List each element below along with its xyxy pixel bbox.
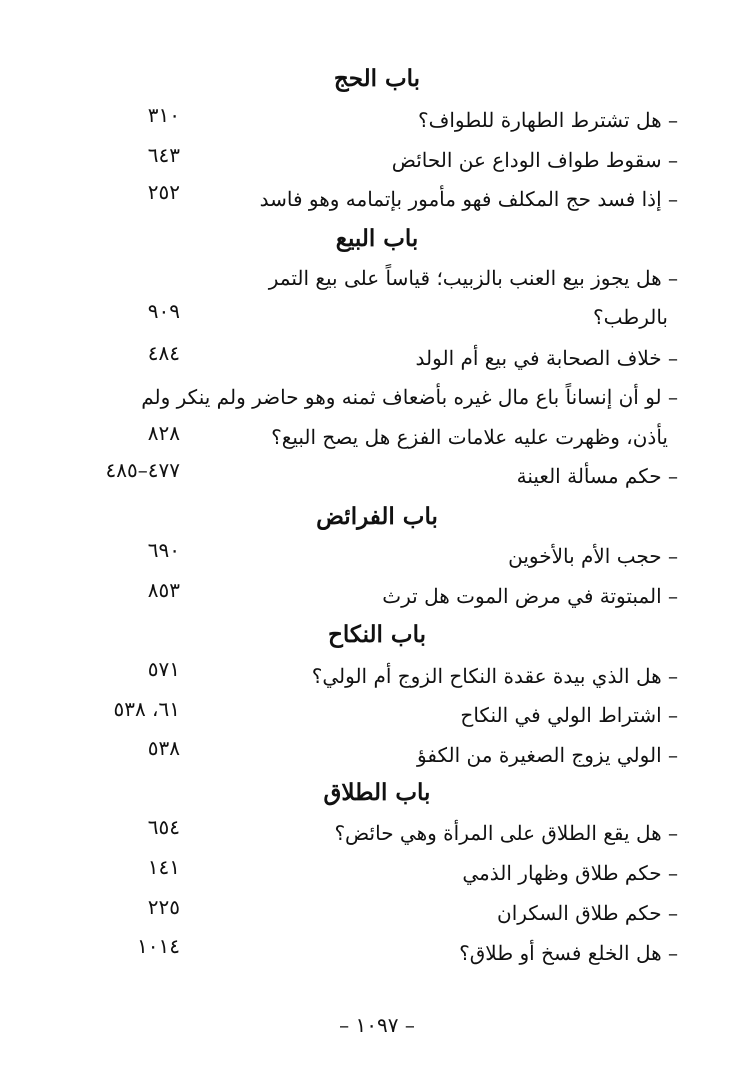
index-entry: – حجب الأم بالأخوين <box>508 544 678 568</box>
section-heading-hajj: باب الحج <box>333 65 421 92</box>
index-entry: – حكم طلاق السكران <box>497 901 678 925</box>
index-entry: – هل تشترط الطهارة للطواف؟ <box>418 108 678 132</box>
page-number: ٦٥٤ <box>147 815 180 839</box>
index-entry: – هل يجوز بيع العنب بالزبيب؛ قياساً على بيع التمر <box>268 266 678 290</box>
index-entry: – هل يقع الطلاق على المرأة وهي حائض؟ <box>334 821 678 845</box>
index-entry: – المبتوتة في مرض الموت هل ترث <box>382 584 678 608</box>
section-heading-sales: باب البيع <box>335 225 419 252</box>
page-number: ٢٥٢ <box>147 180 180 204</box>
index-entry: – إذا فسد حج المكلف فهو مأمور بإتمامه وهو فاسد <box>259 187 678 211</box>
index-entry: – هل الذي بيدة عقدة النكاح الزوج أم الولي؟ <box>311 664 678 688</box>
page-number: ٨٥٣ <box>147 578 180 602</box>
index-entry: – هل الخلع فسخ أو طلاق؟ <box>459 941 678 965</box>
page-number: ٥٣٨ <box>147 736 180 760</box>
page-number: ٣١٠ <box>147 103 180 127</box>
index-entry: – حكم مسألة العينة <box>516 464 678 488</box>
page-number: ٤٧٧–٤٨٥ <box>105 458 180 482</box>
section-heading-marriage: باب النكاح <box>328 621 426 648</box>
page-number: ٦١، ٥٣٨ <box>113 697 180 721</box>
page-number: ٨٢٨ <box>147 421 180 445</box>
index-entry: – الولي يزوج الصغيرة من الكفؤ <box>417 743 678 767</box>
page-number: ٤٨٤ <box>147 341 180 365</box>
page-number: ٥٧١ <box>147 657 180 681</box>
index-entry: – اشتراط الولي في النكاح <box>460 703 678 727</box>
section-heading-divorce: باب الطلاق <box>323 779 431 806</box>
index-entry-continuation: بالرطب؟ <box>593 305 668 329</box>
index-entry: – لو أن إنساناً باع مال غيره بأضعاف ثمنه وهو حاضر ولم ينكر ولم <box>141 385 678 409</box>
page-number: ١٠١٤ <box>137 934 180 958</box>
section-heading-inheritance: باب الفرائض <box>316 503 438 530</box>
index-entry: – خلاف الصحابة في بيع أم الولد <box>415 346 678 370</box>
index-entry: – حكم طلاق وظهار الذمي <box>462 861 678 885</box>
page-number: ١٤١ <box>147 855 180 879</box>
footer-page-number: – ١٠٩٧ – <box>339 1013 415 1037</box>
page-number: ٦٤٣ <box>147 143 180 167</box>
page-number: ٢٢٥ <box>147 895 180 919</box>
index-entry: – سقوط طواف الوداع عن الحائض <box>391 148 678 172</box>
page-number: ٩٠٩ <box>147 299 180 323</box>
page-number: ٦٩٠ <box>147 538 180 562</box>
index-entry-continuation: يأذن، وظهرت عليه علامات الفزع هل يصح البيع؟ <box>271 425 668 449</box>
